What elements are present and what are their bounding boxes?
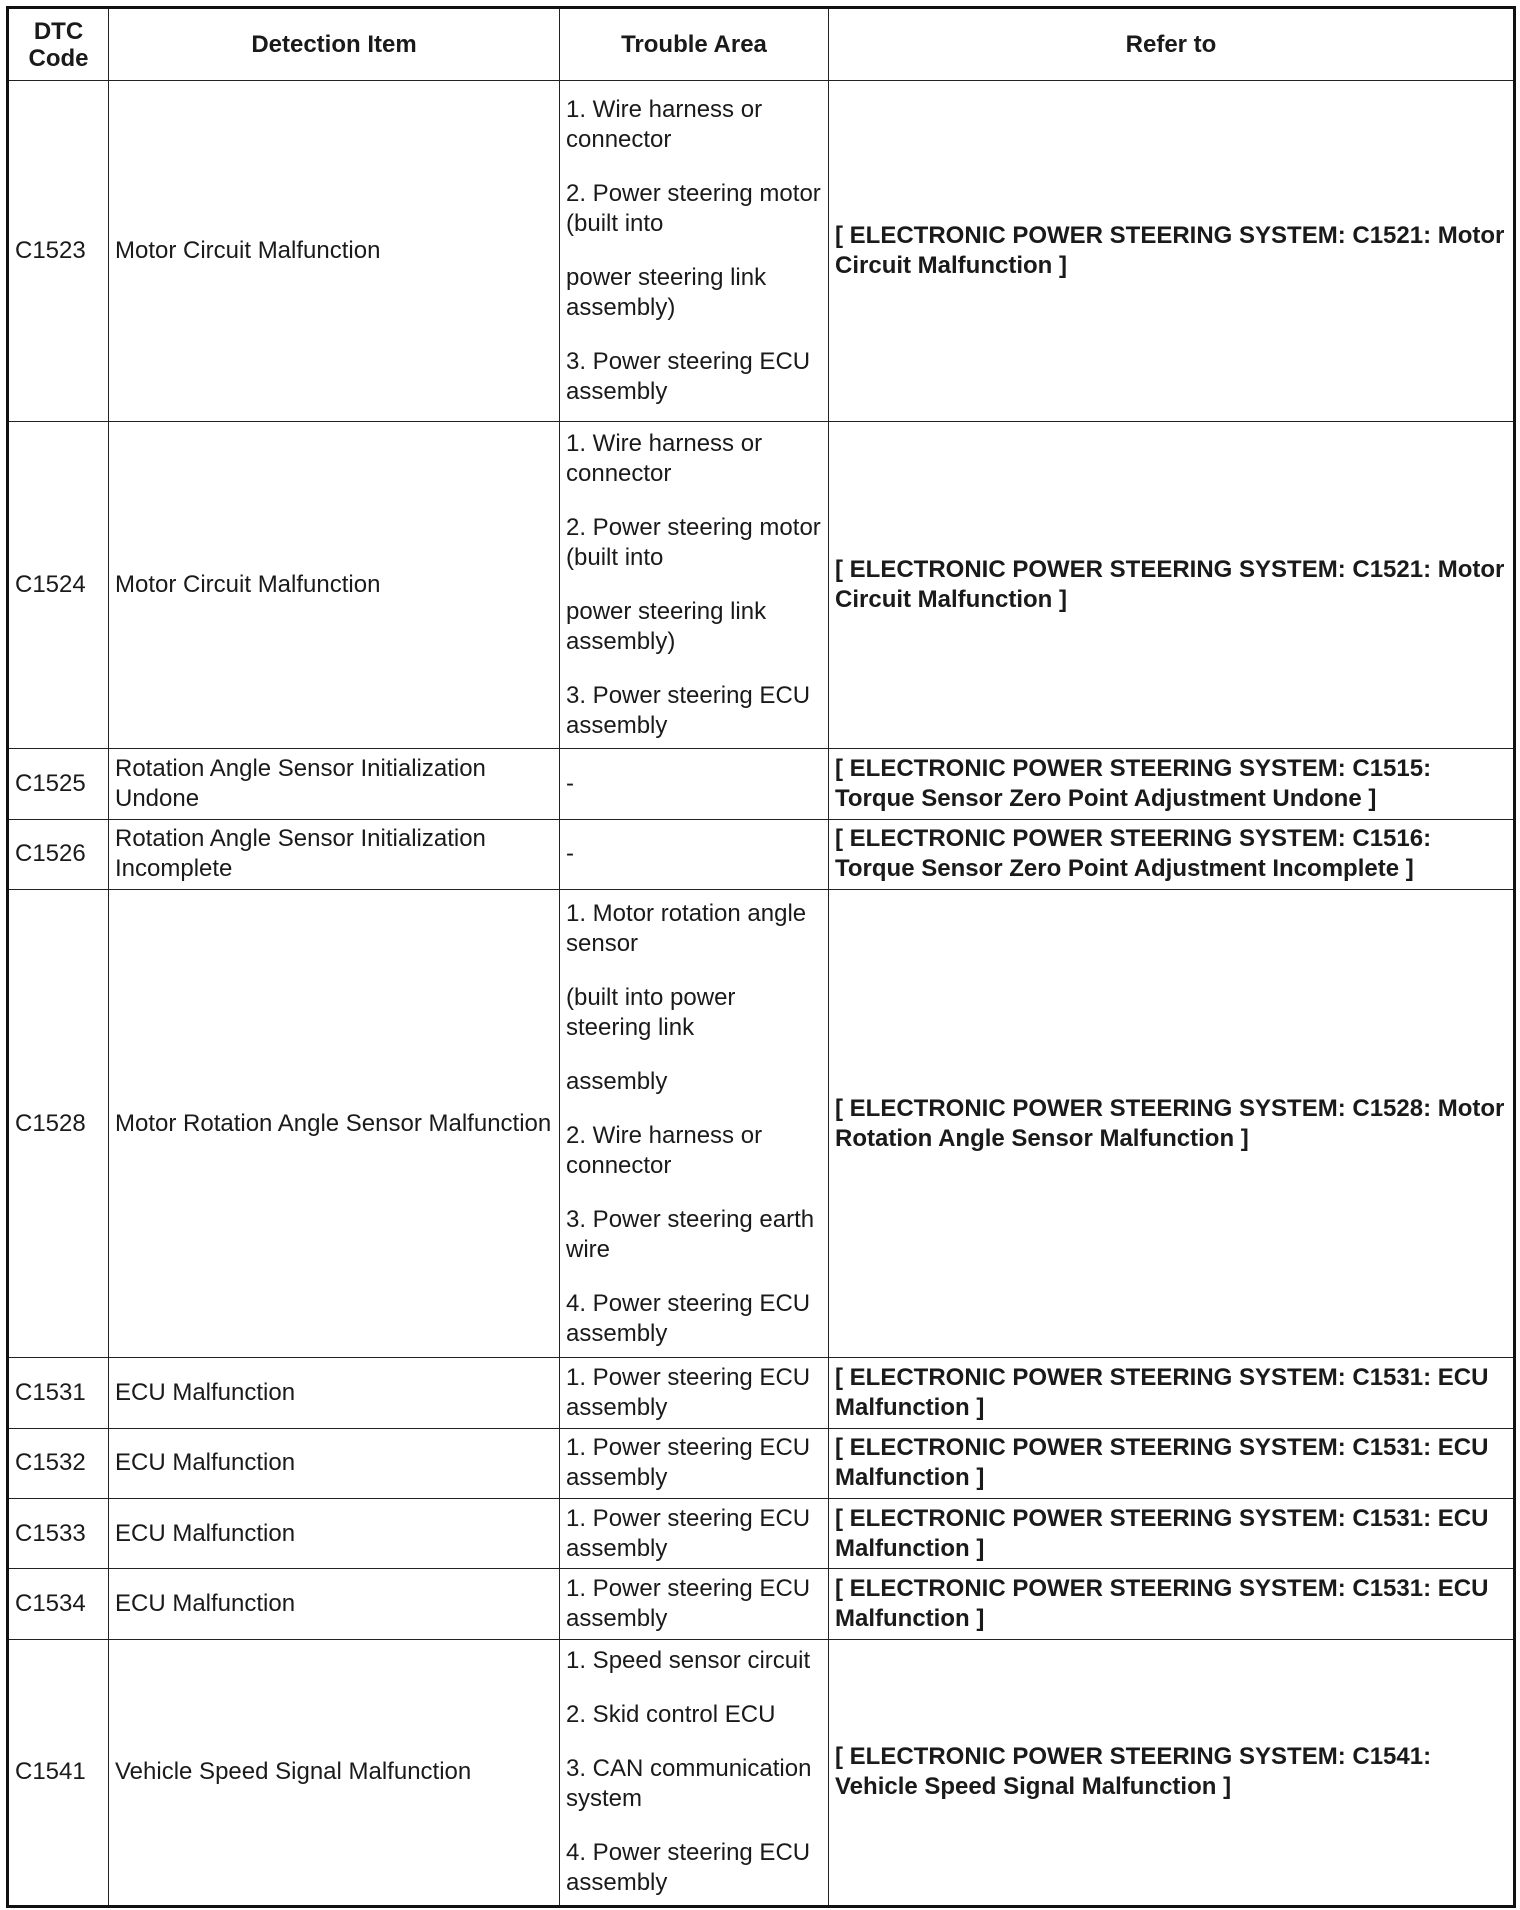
trouble-area-cell — [560, 749, 829, 819]
trouble-area-item: 4. Power steering ECU assembly — [566, 1839, 811, 1897]
dtc-table — [6, 6, 1516, 1908]
header-detection-item: Detection Item — [109, 8, 560, 81]
dtc-code-cell: C1532 — [8, 1428, 109, 1498]
trouble-area-cell — [560, 1639, 829, 1906]
table-row — [8, 421, 1515, 748]
trouble-area-cell — [560, 889, 829, 1357]
trouble-area-item: 1. Motor rotation angle sensor — [566, 899, 807, 957]
trouble-area-item: 3. Power steering earth wire — [566, 1205, 815, 1263]
trouble-area-item: 2. Power steering motor (built into — [566, 513, 821, 571]
dtc-code-cell: C1525 — [8, 749, 109, 819]
refer-to-link[interactable]: [ ELECTRONIC POWER STEERING SYSTEM: C1521: Motor Circuit Malfunction ] — [829, 421, 1515, 748]
header-row — [8, 8, 1515, 81]
table-row — [8, 1498, 1515, 1568]
trouble-area-item: 2. Power steering motor (built into — [566, 179, 821, 237]
trouble-area-cell — [560, 1498, 829, 1568]
trouble-area-cell — [560, 81, 829, 422]
refer-to-link[interactable]: [ ELECTRONIC POWER STEERING SYSTEM: C1541: Vehicle Speed Signal Malfunction ] — [829, 1639, 1515, 1906]
header-refer-to: Refer to — [829, 8, 1515, 81]
table-row — [8, 889, 1515, 1357]
trouble-area-item: 1. Power steering ECU assembly — [566, 1574, 811, 1632]
table-row — [8, 81, 1515, 422]
trouble-area-item: 4. Power steering ECU assembly — [566, 1289, 811, 1347]
header-dtc-code: DTC Code — [8, 8, 109, 81]
detection-item-cell: ECU Malfunction — [109, 1428, 560, 1498]
dtc-code-cell: C1534 — [8, 1569, 109, 1639]
trouble-area-cell — [560, 1358, 829, 1428]
detection-item-cell: Motor Rotation Angle Sensor Malfunction — [109, 889, 560, 1357]
trouble-area-item: 2. Skid control ECU — [566, 1701, 776, 1729]
refer-to-link[interactable]: [ ELECTRONIC POWER STEERING SYSTEM: C1531: ECU Malfunction ] — [829, 1569, 1515, 1639]
detection-item-cell: Motor Circuit Malfunction — [109, 421, 560, 748]
trouble-area-item: 1. Power steering ECU assembly — [566, 1434, 811, 1492]
trouble-area-item: (built into power steering link — [566, 983, 736, 1041]
refer-to-link[interactable]: [ ELECTRONIC POWER STEERING SYSTEM: C1531: ECU Malfunction ] — [829, 1428, 1515, 1498]
table-row — [8, 749, 1515, 819]
trouble-area-item: assembly — [566, 1067, 668, 1095]
table-row — [8, 1358, 1515, 1428]
detection-item-cell: Rotation Angle Sensor Initialization Undone — [109, 749, 560, 819]
trouble-area-item: power steering link assembly) — [566, 597, 767, 655]
trouble-area-item: 3. CAN communication system — [566, 1755, 812, 1813]
dtc-code-cell: C1526 — [8, 819, 109, 889]
dtc-code-cell: C1523 — [8, 81, 109, 422]
trouble-area-item: 3. Power steering ECU assembly — [566, 681, 811, 739]
trouble-area-cell — [560, 421, 829, 748]
detection-item-cell: ECU Malfunction — [109, 1498, 560, 1568]
trouble-area-item: 2. Wire harness or connector — [566, 1121, 763, 1179]
refer-to-link[interactable]: [ ELECTRONIC POWER STEERING SYSTEM: C1531: ECU Malfunction ] — [829, 1358, 1515, 1428]
refer-to-link[interactable]: [ ELECTRONIC POWER STEERING SYSTEM: C1515: Torque Sensor Zero Point Adjustment Undone ] — [829, 749, 1515, 819]
trouble-area-item: 1. Power steering ECU assembly — [566, 1504, 811, 1562]
dtc-code-cell: C1528 — [8, 889, 109, 1357]
trouble-area-item: 1. Speed sensor circuit — [566, 1647, 811, 1675]
trouble-area-item: 1. Power steering ECU assembly — [566, 1363, 811, 1421]
table-body — [8, 81, 1515, 1907]
dtc-code-cell: C1524 — [8, 421, 109, 748]
trouble-area-cell — [560, 1569, 829, 1639]
detection-item-cell: Motor Circuit Malfunction — [109, 81, 560, 422]
trouble-area-item: 3. Power steering ECU assembly — [566, 347, 811, 405]
trouble-area-item: 1. Wire harness or connector — [566, 429, 763, 487]
dtc-code-cell: C1533 — [8, 1498, 109, 1568]
table-row — [8, 819, 1515, 889]
detection-item-cell: Vehicle Speed Signal Malfunction — [109, 1639, 560, 1906]
trouble-area-item: - — [566, 769, 574, 797]
trouble-area-item: - — [566, 840, 574, 868]
refer-to-link[interactable]: [ ELECTRONIC POWER STEERING SYSTEM: C1521: Motor Circuit Malfunction ] — [829, 81, 1515, 422]
table-row — [8, 1639, 1515, 1906]
refer-to-link[interactable]: [ ELECTRONIC POWER STEERING SYSTEM: C1516: Torque Sensor Zero Point Adjustment Incomplete ] — [829, 819, 1515, 889]
header-trouble-area: Trouble Area — [560, 8, 829, 81]
trouble-area-cell — [560, 1428, 829, 1498]
trouble-area-cell — [560, 819, 829, 889]
detection-item-cell: ECU Malfunction — [109, 1358, 560, 1428]
detection-item-cell: ECU Malfunction — [109, 1569, 560, 1639]
refer-to-link[interactable]: [ ELECTRONIC POWER STEERING SYSTEM: C1528: Motor Rotation Angle Sensor Malfunction ] — [829, 889, 1515, 1357]
dtc-code-cell: C1531 — [8, 1358, 109, 1428]
refer-to-link[interactable]: [ ELECTRONIC POWER STEERING SYSTEM: C1531: ECU Malfunction ] — [829, 1498, 1515, 1568]
table-row — [8, 1428, 1515, 1498]
table-row — [8, 1569, 1515, 1639]
trouble-area-item: 1. Wire harness or connector — [566, 95, 763, 153]
dtc-code-cell: C1541 — [8, 1639, 109, 1906]
detection-item-cell: Rotation Angle Sensor Initialization Incomplete — [109, 819, 560, 889]
trouble-area-item: power steering link assembly) — [566, 263, 767, 321]
